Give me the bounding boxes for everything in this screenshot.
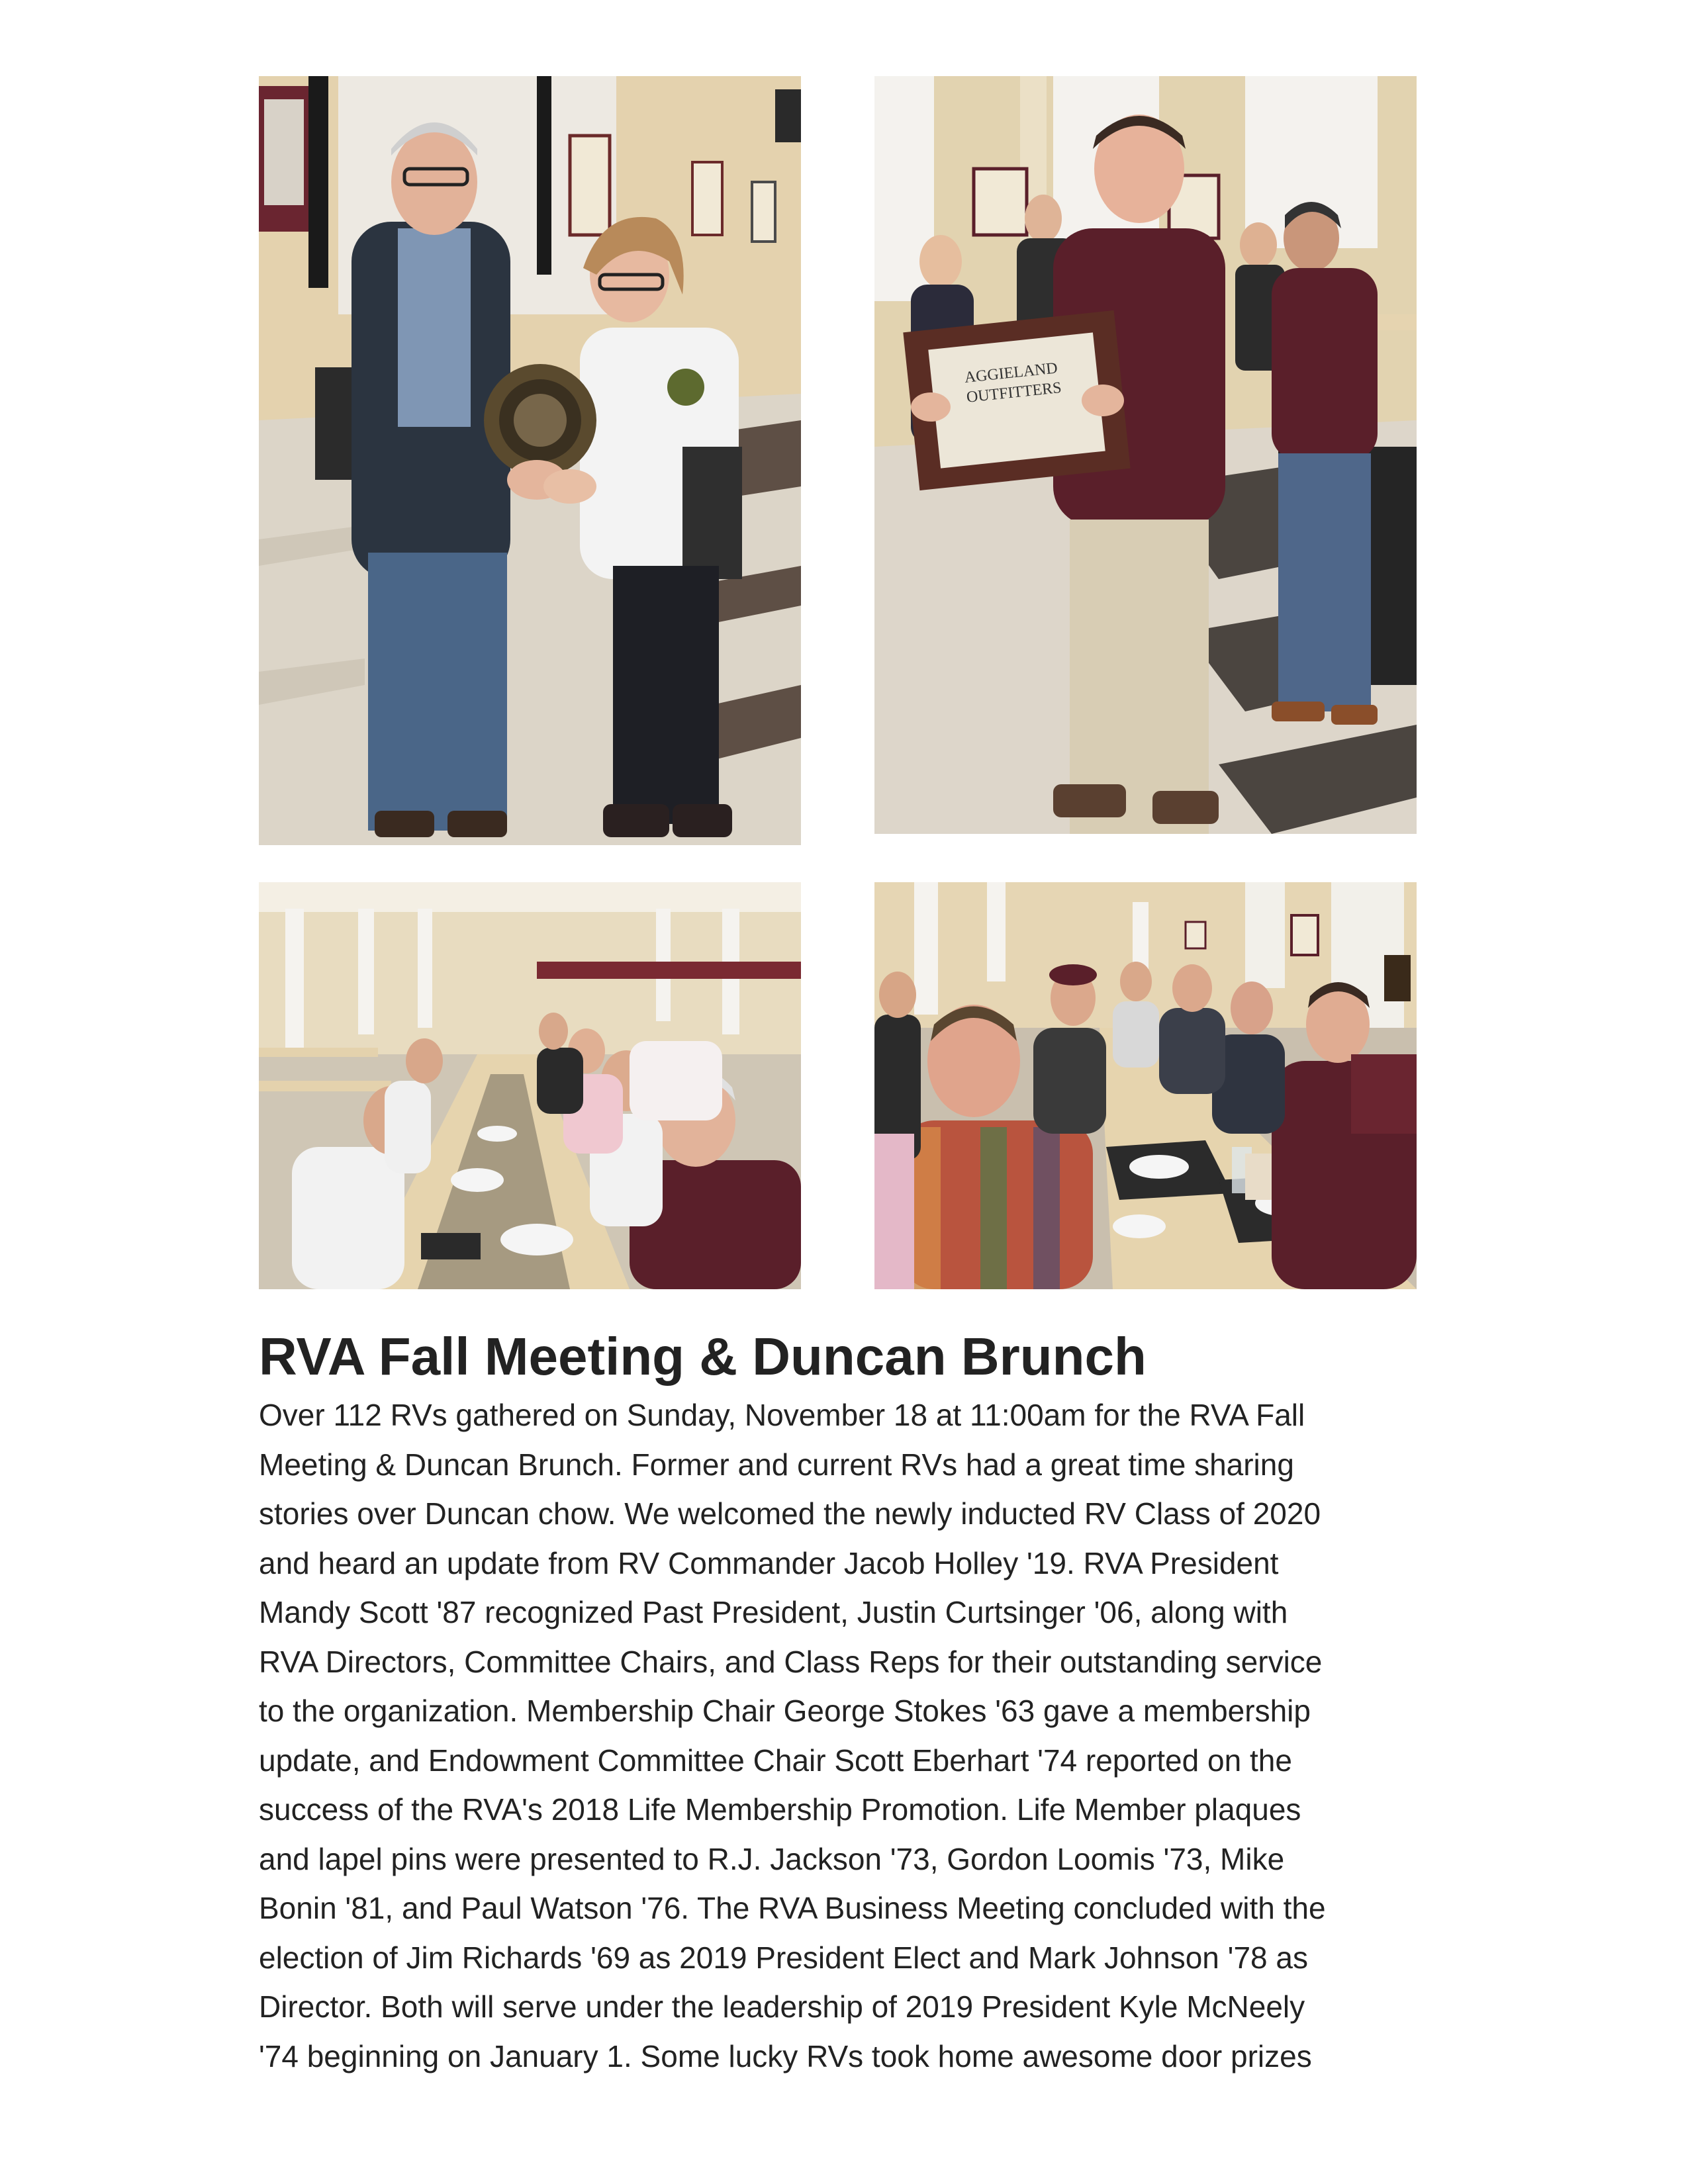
photo-thumbs-up-group (874, 882, 1417, 1289)
article-body-line: Director. Both will serve under the leadership of 2019 President Kyle McNeely (259, 1989, 1305, 2024)
article-body-line: update, and Endowment Committee Chair Scott Eberhart '74 reported on the (259, 1743, 1292, 1778)
article-body-line: and lapel pins were presented to R.J. Jackson '73, Gordon Loomis '73, Mike (259, 1841, 1285, 1876)
article-body-line: Meeting & Duncan Brunch. Former and current RVs had a great time sharing (259, 1447, 1294, 1482)
article-body (259, 1390, 1424, 2081)
article-title: RVA Fall Meeting & Duncan Brunch (259, 1327, 1147, 1386)
photo-brunch-table-group (259, 882, 801, 1289)
certificate-text-line-1: AGGIELAND (963, 359, 1058, 387)
photo-certificate-award (874, 76, 1417, 834)
article-body-line: stories over Duncan chow. We welcomed the newly inducted RV Class of 2020 (259, 1496, 1321, 1531)
article-body-line: Over 112 RVs gathered on Sunday, November 18 at 11:00am for the RVA Fall (259, 1398, 1305, 1432)
article-body-line: Mandy Scott '87 recognized Past President, Justin Curtsinger '06, along with (259, 1595, 1288, 1629)
article-body-line: and heard an update from RV Commander Jacob Holley '19. RVA President (259, 1545, 1279, 1580)
article-body-line: election of Jim Richards '69 as 2019 President Elect and Mark Johnson '78 as (259, 1940, 1308, 1975)
article-body-line: RVA Directors, Committee Chairs, and Class Reps for their outstanding service (259, 1644, 1323, 1679)
certificate-text-line-2: OUTFITTERS (965, 379, 1062, 406)
photo-plaque-presentation (259, 76, 801, 845)
article-body-line: to the organization. Membership Chair George Stokes '63 gave a membership (259, 1694, 1311, 1728)
article-body-line: success of the RVA's 2018 Life Membership Promotion. Life Member plaques (259, 1792, 1301, 1827)
article-body-line: Bonin '81, and Paul Watson '76. The RVA Business Meeting concluded with the (259, 1891, 1326, 1925)
article-body-line: '74 beginning on January 1. Some lucky RVs took home awesome door prizes (259, 2038, 1312, 2073)
